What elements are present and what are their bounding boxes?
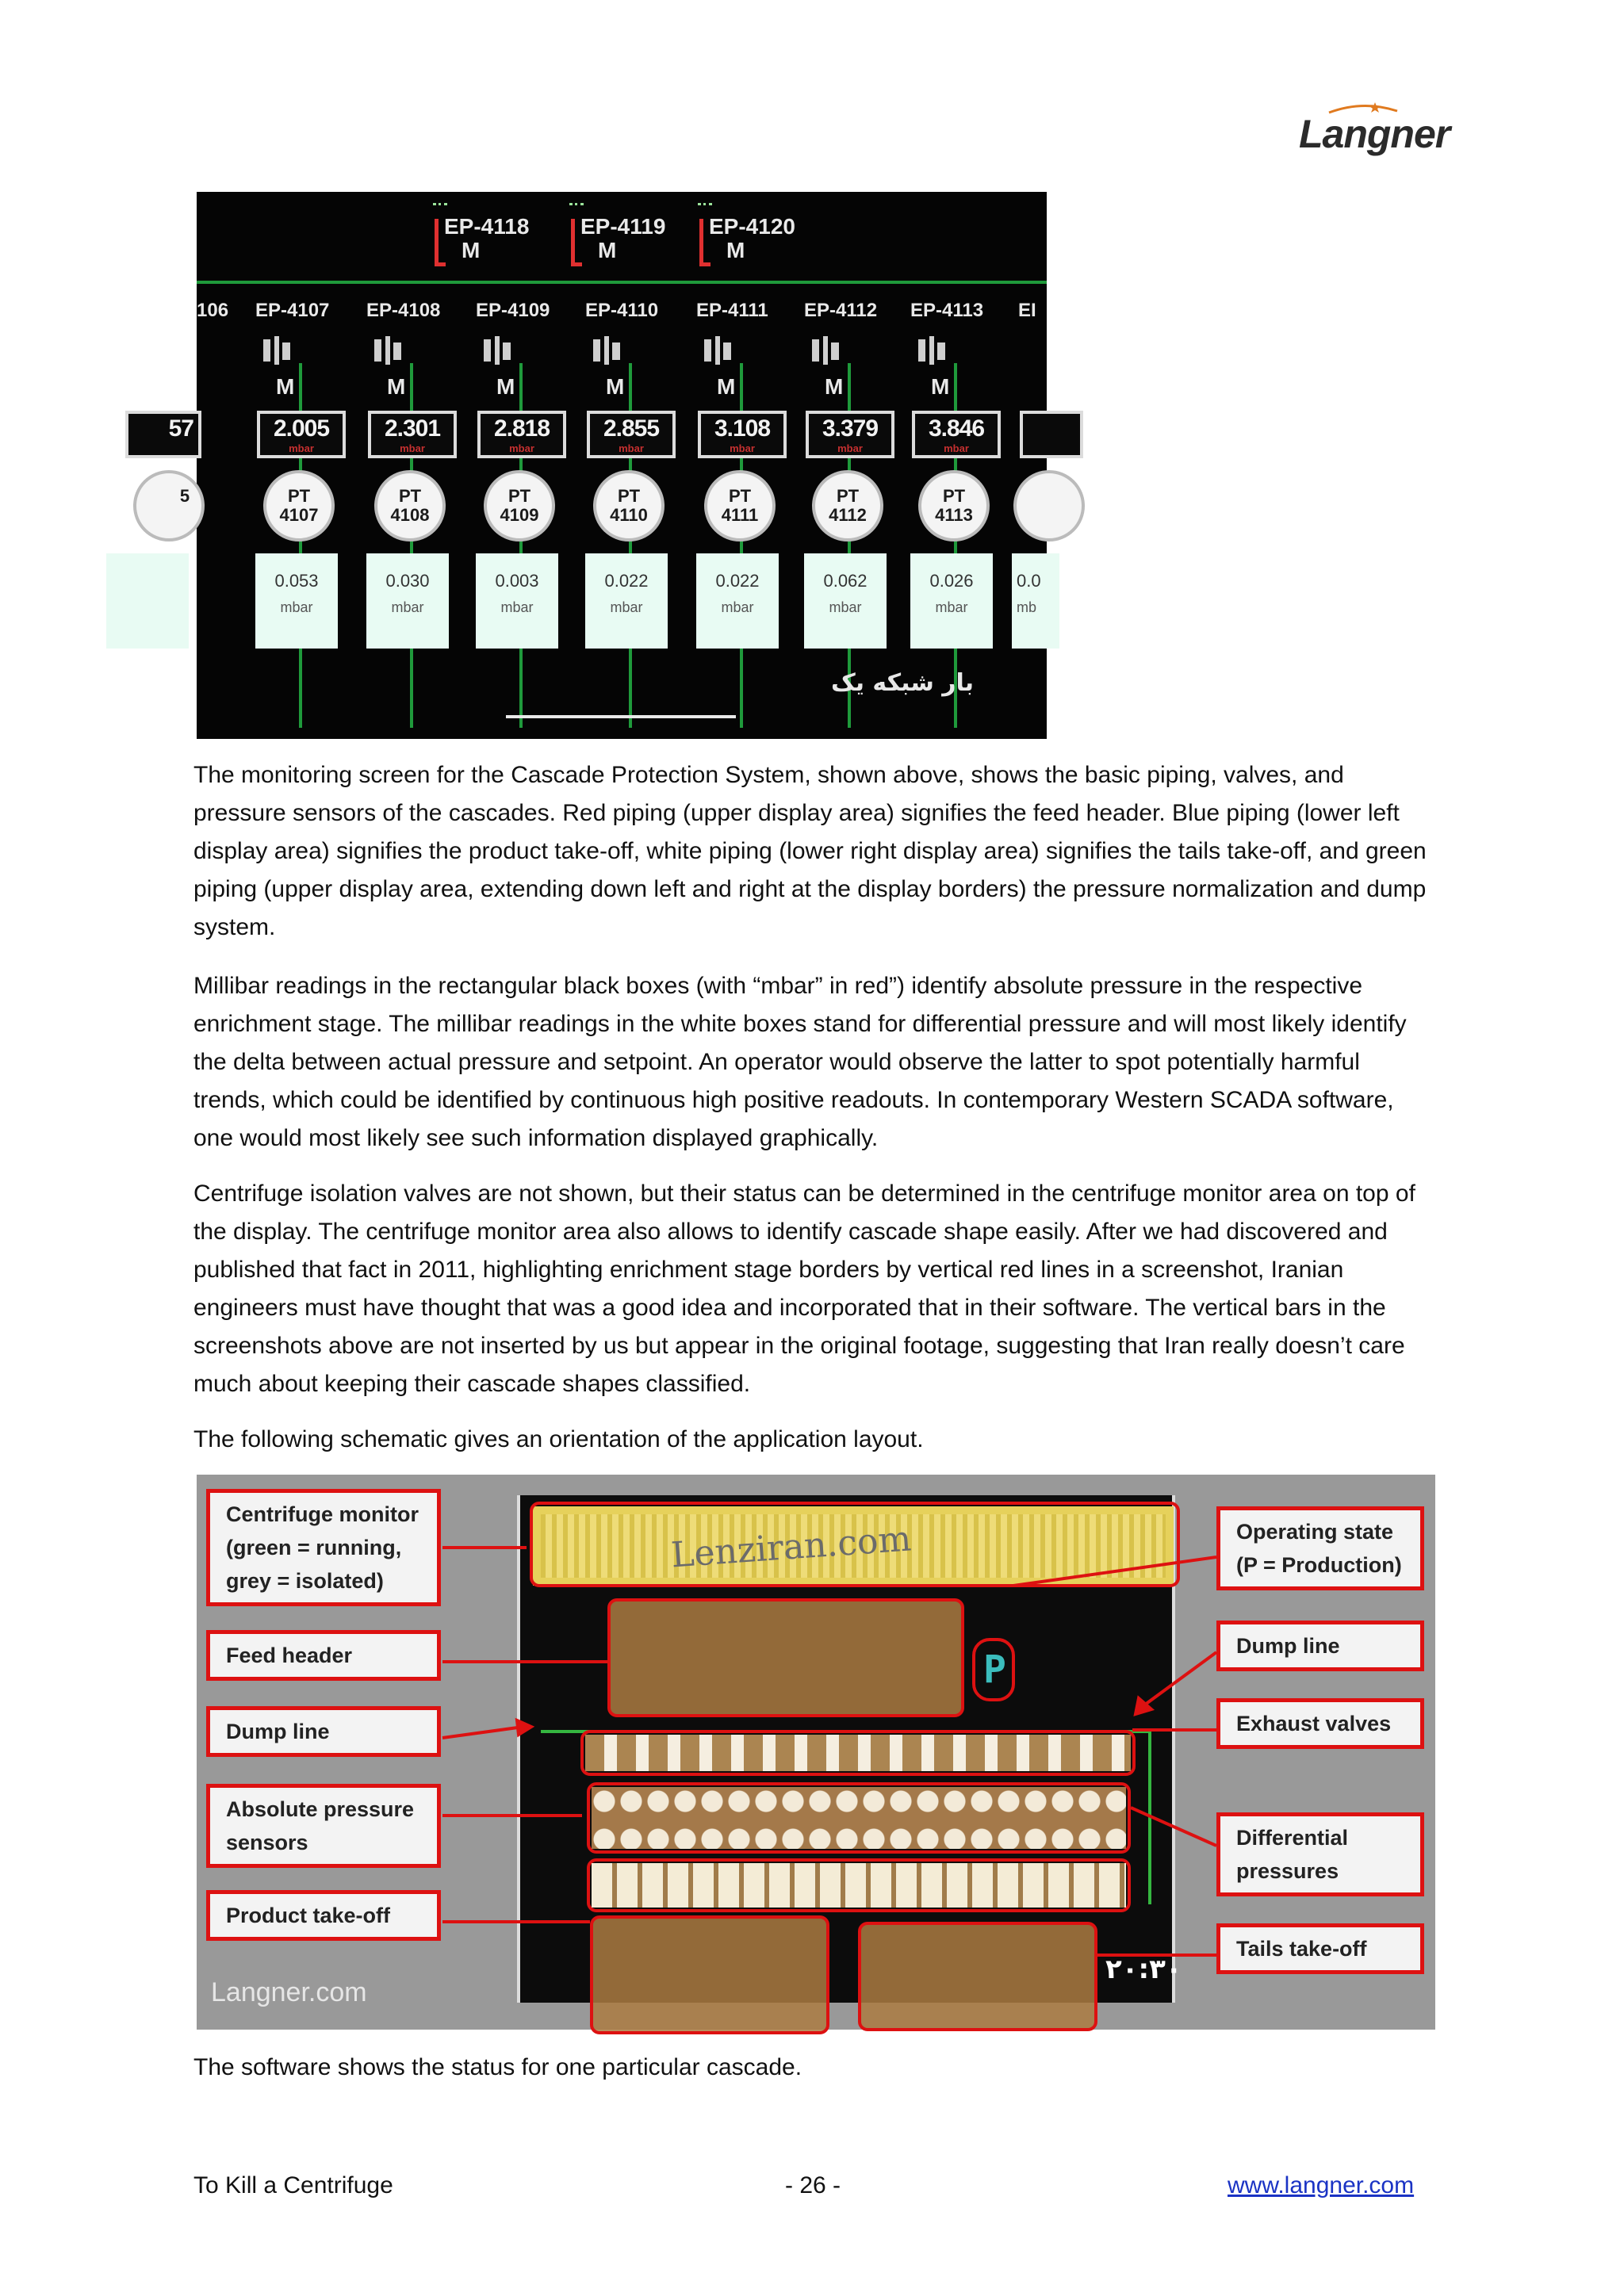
pressure-sensor (918, 470, 990, 541)
lenziran-watermark: Lenziran.com (669, 1518, 913, 1576)
valve-mode: M (496, 374, 515, 399)
pressure-sensor (374, 470, 446, 541)
callout-line: sensors (226, 1831, 308, 1854)
valve-icon (704, 333, 733, 368)
stage-valve-label: EP-4111 (696, 300, 768, 321)
footer-title: To Kill a Centrifuge (193, 2172, 393, 2198)
absolute-pressure-box (368, 411, 457, 458)
callout-line: (P = Production) (1236, 1553, 1402, 1577)
valve-mode: M (606, 374, 625, 399)
pressure-sensor-label: PT (398, 486, 422, 506)
top-valve-mode: M (462, 238, 481, 262)
pressure-sensor (1013, 470, 1085, 541)
valve-mode: M (276, 374, 295, 399)
footer-link-wrap (1228, 2172, 1414, 2199)
valve-mode: M (825, 374, 844, 399)
stage-valve-label: EP-4109 (476, 300, 550, 321)
absolute-pressure-value: 57 (168, 415, 193, 442)
top-valve-label: EP-4118 (444, 214, 530, 239)
top-valve (444, 214, 530, 262)
stage-column (696, 300, 796, 739)
differential-pressure-value: 0.0 (1017, 571, 1041, 591)
absolute-pressure-value: 3.108 (714, 415, 771, 442)
callout-line: Exhaust valves (1236, 1712, 1392, 1735)
callout-line: Dump line (1236, 1634, 1340, 1658)
absolute-pressure-value: 3.846 (928, 415, 985, 442)
absolute-pressure-box (477, 411, 566, 458)
valve-icon (812, 333, 841, 368)
callout-line: grey = isolated) (226, 1569, 384, 1593)
stage-column (476, 300, 576, 739)
stage-column (255, 300, 355, 739)
differential-pressure-value: 0.022 (604, 571, 649, 591)
differential-pressure-box (910, 553, 993, 649)
callout-line: (green = running, (226, 1536, 402, 1559)
paragraph: Centrifuge isolation valves are not shown, but their status can be determined in the centrifuge monitor area on top of the display. The centrifuge monitor area also allows to identify cascade shape easily. After we had discovered and published that fact in 2011, highlighting enrichment stage borders by vertical red lines in a screenshot, Iranian engineers must have thought that was a good idea and incorporated that in their software. The vertical bars in the screenshots above are not inserted by us but appear in the original footage, suggesting that Iran really doesn’t care much about keeping their cascade shapes classified. (193, 1181, 1415, 1397)
absolute-pressure-unit: mbar (509, 442, 534, 454)
absolute-pressure-box (125, 411, 201, 458)
differential-pressure-unit: mbar (829, 599, 862, 615)
absolute-pressure-box (698, 411, 787, 458)
differential-pressure-unit: mbar (610, 599, 643, 615)
absolute-pressure-value: 3.379 (822, 415, 879, 442)
differential-pressure-box (585, 553, 668, 649)
absolute-pressure-unit: mbar (730, 442, 755, 454)
page-number: - 26 - (785, 2172, 841, 2198)
pressure-sensor (263, 470, 335, 541)
absolute-pressure-box (257, 411, 346, 458)
valve-icon (374, 333, 403, 368)
absolute-pressure-unit: mbar (400, 442, 425, 454)
differential-pressure-unit: mbar (391, 599, 424, 615)
pressure-sensor-label: PT (617, 486, 641, 506)
differential-pressure-box (696, 553, 779, 649)
pressure-sensor-number: 4112 (829, 505, 867, 525)
differential-pressure-value: 0.022 (715, 571, 760, 591)
callout-line: Tails take-off (1236, 1937, 1367, 1961)
valve-mode: M (387, 374, 406, 399)
stage-valve-label: EP-4113 (910, 300, 984, 321)
valve-mode: M (717, 374, 736, 399)
top-valve (709, 214, 795, 262)
callout-line: Centrifuge monitor (226, 1502, 419, 1526)
absolute-pressure-unit: mbar (619, 442, 644, 454)
operating-state-value: P (983, 1647, 1006, 1692)
pressure-sensor-number: 4109 (500, 505, 539, 525)
top-valve (580, 214, 666, 262)
website-link[interactable]: www.langner.com (1228, 2172, 1415, 2198)
differential-pressure-value: 0.026 (929, 571, 974, 591)
cascade-protection-screenshot (168, 192, 1047, 739)
differential-pressure-box (476, 553, 558, 649)
differential-pressure-unit: mbar (280, 599, 313, 615)
differential-pressure-box (366, 553, 449, 649)
stage-valve-label: 106 (197, 300, 229, 321)
differential-pressure-value: 0.062 (823, 571, 868, 591)
pressure-sensor-number: 4113 (935, 505, 973, 525)
differential-pressure-value: 0.003 (495, 571, 539, 591)
stage-valve-label: EP-4110 (585, 300, 659, 321)
differential-pressure-box (1012, 553, 1059, 649)
tv-channel-watermark: بار شبکه یک (831, 669, 975, 697)
absolute-pressure-box (912, 411, 1001, 458)
pressure-sensor-number: 4111 (721, 505, 759, 525)
pressure-sensor (484, 470, 555, 541)
langner-watermark: Langner.com (211, 1977, 367, 2007)
absolute-pressure-unit: mbar (944, 442, 969, 454)
langner-logo (1299, 101, 1450, 157)
absolute-pressure-value: 2.818 (493, 415, 550, 442)
pressure-sensor (133, 470, 205, 541)
pressure-sensor-label: PT (287, 486, 311, 506)
valve-icon (484, 333, 512, 368)
absolute-pressure-box (587, 411, 676, 458)
top-valve-label: EP-4120 (709, 214, 795, 239)
absolute-pressure-box (1020, 411, 1083, 458)
pressure-sensor (812, 470, 883, 541)
pressure-sensor-number: 4107 (279, 505, 319, 525)
differential-pressure-unit: mbar (721, 599, 754, 615)
differential-pressure-unit: mb (1017, 599, 1037, 615)
pressure-sensor-label: PT (836, 486, 860, 506)
callout-line: pressures (1236, 1859, 1339, 1883)
logo-wordmark: Langner (1299, 112, 1450, 156)
absolute-pressure-unit: mbar (289, 442, 314, 454)
callout-line: Operating state (1236, 1520, 1394, 1544)
stage-column (366, 300, 466, 739)
callout-line: Product take-off (226, 1904, 391, 1927)
stage-valve-label: EP-4108 (366, 300, 441, 321)
pressure-sensor (593, 470, 665, 541)
differential-pressure-value: 0.053 (274, 571, 319, 591)
top-valve-label: EP-4119 (580, 214, 666, 239)
pressure-sensor (704, 470, 776, 541)
valve-icon (918, 333, 947, 368)
timer-display: ۲۰:۳۰ (1105, 1954, 1182, 1985)
valve-icon (263, 333, 292, 368)
differential-pressure-box (255, 553, 338, 649)
pressure-sensor-number: 4108 (390, 505, 430, 525)
callout-line: Differential (1236, 1826, 1349, 1850)
paragraph: The monitoring screen for the Cascade Protection System, shown above, shows the basic piping, valves, and pressure sensors of the cascades. Red piping (upper display area) signifies the feed header. Blue piping (lower left display area) signifies the product take-off, white piping (lower right display area) signifies the tails take-off, and green piping (upper display area, extending down left and right at the display borders) the pressure normalization and dump system. (193, 762, 1427, 940)
pressure-sensor-label: 5 (179, 486, 190, 506)
callout-line: Absolute pressure (226, 1797, 415, 1821)
pressure-sensor-number: 4110 (610, 505, 648, 525)
valve-mode: M (931, 374, 950, 399)
pressure-sensor-label: PT (508, 486, 531, 506)
differential-pressure-box (106, 553, 189, 649)
differential-pressure-value: 0.030 (385, 571, 430, 591)
absolute-pressure-value: 2.855 (603, 415, 660, 442)
stage-valve-label: EI (1018, 300, 1036, 321)
application-layout-schematic (197, 1475, 1435, 2030)
stage-valve-label: EP-4107 (255, 300, 330, 321)
top-valve-mode: M (598, 238, 617, 262)
callout-connectors (197, 1475, 1435, 2030)
absolute-pressure-box (806, 411, 894, 458)
paragraph: Millibar readings in the rectangular black boxes (with “mbar” in red”) identify absolute pressure in the respective enrichment stage. The millibar readings in the white boxes stand for differential pressure and will most likely identify the delta between actual pressure and setpoint. An operator would observe the latter to spot potentially harmful trends, which could be identified by continuous high positive readouts. In contemporary Western SCADA software, one would most likely see such information displayed graphically. (193, 973, 1407, 1151)
differential-pressure-unit: mbar (500, 599, 534, 615)
dump-line-pipe (197, 281, 1047, 284)
differential-pressure-box (804, 553, 887, 649)
paragraph: The following schematic gives an orientation of the application layout. (193, 1426, 924, 1452)
paragraph: The software shows the status for one particular cascade. (193, 2054, 802, 2080)
stage-column-partial (1018, 300, 1118, 739)
valve-icon (593, 333, 622, 368)
differential-pressure-unit: mbar (935, 599, 968, 615)
top-valve-mode: M (726, 238, 745, 262)
pressure-sensor-label: PT (728, 486, 752, 506)
stage-column (585, 300, 685, 739)
callout-line: Feed header (226, 1644, 353, 1667)
absolute-pressure-unit: mbar (837, 442, 863, 454)
absolute-pressure-value: 2.005 (273, 415, 330, 442)
callout-line: Dump line (226, 1720, 330, 1743)
stage-valve-label: EP-4112 (804, 300, 878, 321)
absolute-pressure-value: 2.301 (384, 415, 441, 442)
pressure-sensor-label: PT (942, 486, 966, 506)
tails-pipe (506, 715, 736, 725)
